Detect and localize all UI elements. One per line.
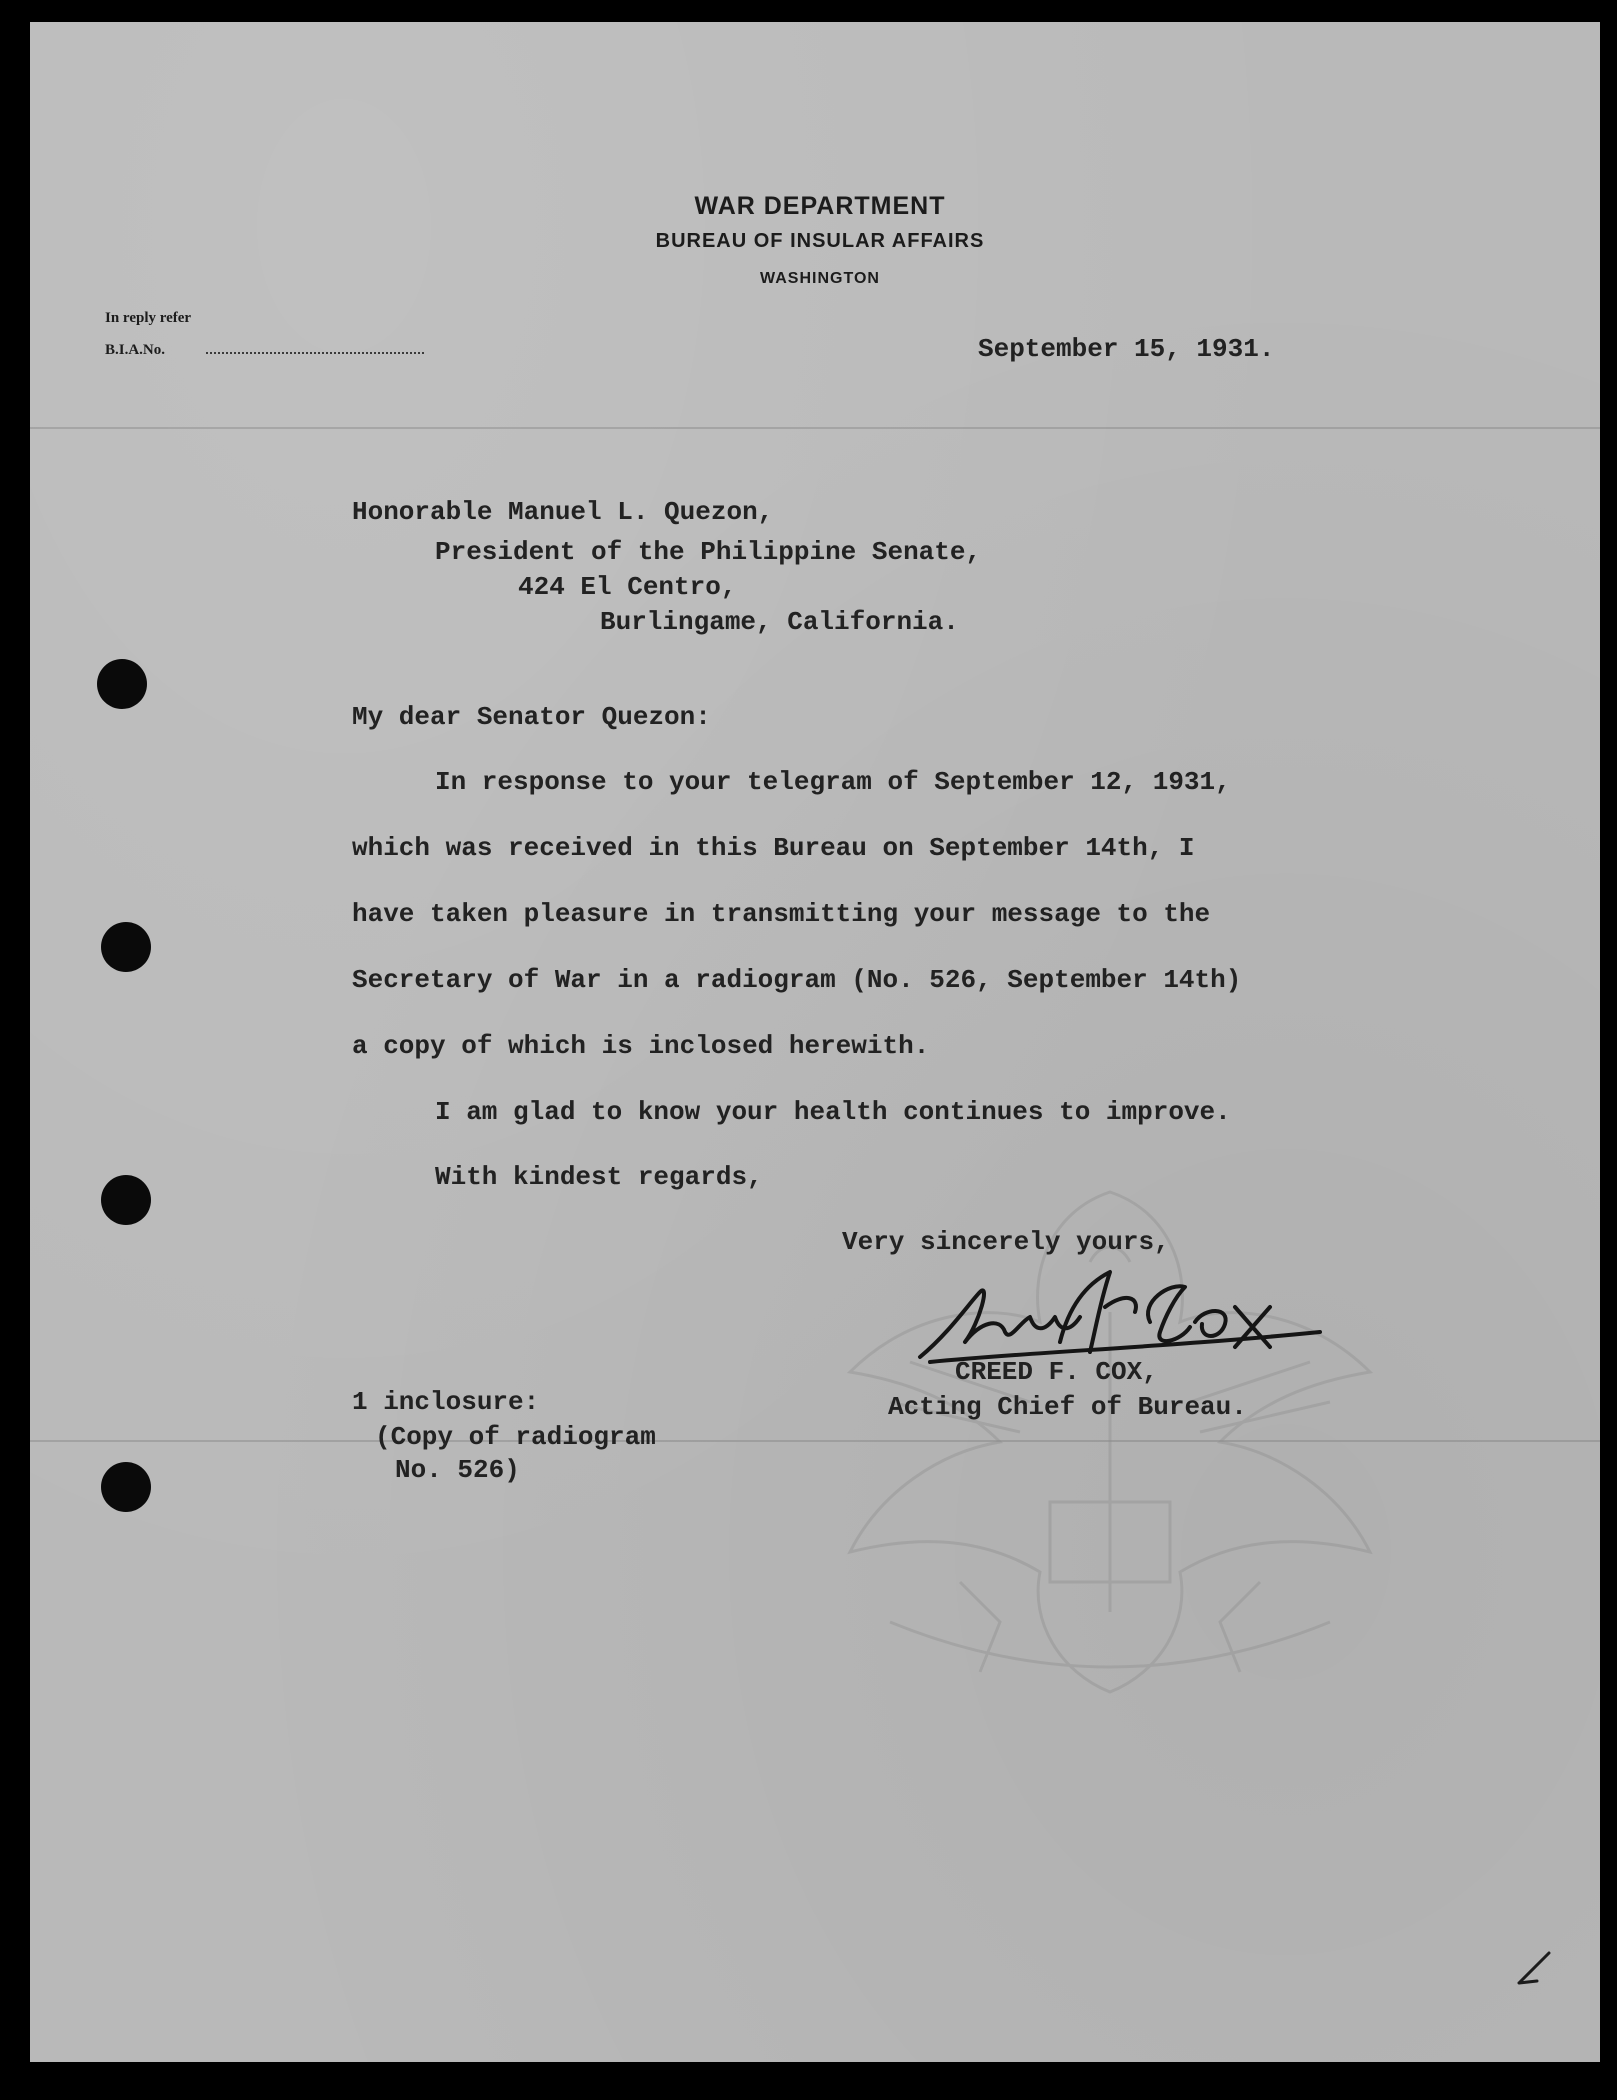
closing: Very sincerely yours, <box>842 1227 1170 1257</box>
body-line: which was received in this Bureau on September 14th, I <box>352 833 1195 863</box>
punch-hole <box>101 922 151 972</box>
body-line: In response to your telegram of September 12, 1931, <box>435 767 1231 797</box>
body-line: a copy of which is inclosed herewith. <box>352 1031 930 1061</box>
body-line: Secretary of War in a radiogram (No. 526, September 14th) <box>352 965 1242 995</box>
recipient-street: 424 El Centro, <box>518 572 737 602</box>
letterhead-department: WAR DEPARTMENT <box>694 192 946 220</box>
signer-title: Acting Chief of Bureau. <box>888 1392 1247 1422</box>
bia-number-blank <box>206 352 424 354</box>
pencil-tick-mark-icon <box>1515 1947 1555 1987</box>
recipient-city: Burlingame, California. <box>600 607 959 637</box>
recipient-name: Honorable Manuel L. Quezon, <box>352 497 774 527</box>
body-line: have taken pleasure in transmitting your message to the <box>352 899 1211 929</box>
letterhead-bureau: BUREAU OF INSULAR AFFAIRS <box>655 230 985 252</box>
recipient-title: President of the Philippine Senate, <box>435 537 982 567</box>
punch-hole <box>101 1462 151 1512</box>
enclosure-line: (Copy of radiogram <box>375 1422 656 1452</box>
fold-line-top <box>30 427 1600 429</box>
letter-date: September 15, 1931. <box>978 334 1275 364</box>
punch-hole <box>101 1175 151 1225</box>
reply-refer-label: In reply refer <box>105 310 192 326</box>
body-line: I am glad to know your health continues to improve. <box>435 1097 1231 1127</box>
enclosure-count: 1 inclosure: <box>352 1387 540 1417</box>
punch-hole <box>97 659 147 709</box>
salutation: My dear Senator Quezon: <box>352 702 711 732</box>
letter-page <box>30 22 1600 2062</box>
signer-name: CREED F. COX, <box>955 1357 1158 1387</box>
bia-number-label: B.I.A.No. <box>105 342 166 358</box>
handwritten-signature-icon <box>910 1262 1330 1372</box>
body-line: With kindest regards, <box>435 1162 763 1192</box>
letterhead-city: WASHINGTON <box>760 270 880 287</box>
enclosure-line: No. 526) <box>395 1455 520 1485</box>
